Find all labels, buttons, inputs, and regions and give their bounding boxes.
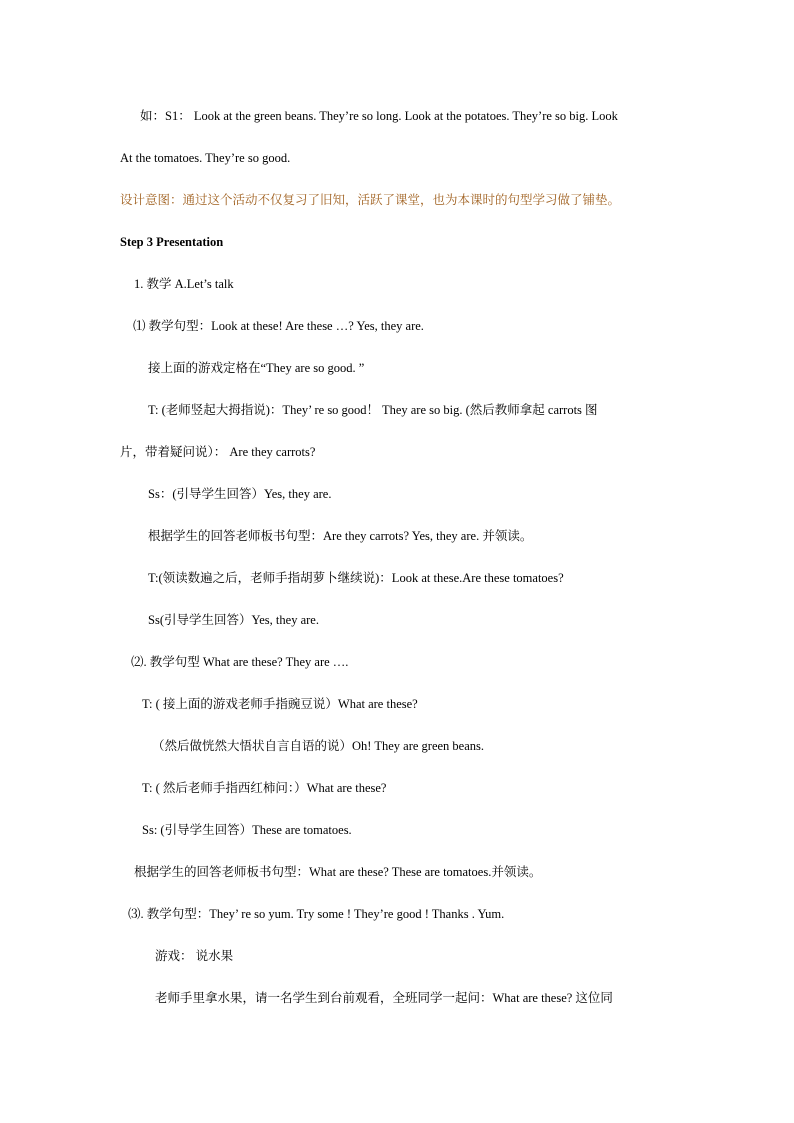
paragraph: Ss(引导学生回答）Yes, they are. bbox=[148, 613, 319, 627]
paragraph: 老师手里拿水果，请一名学生到台前观看，全班同学一起问：What are these? 这位同 bbox=[155, 991, 613, 1005]
item-1: 1. 教学 A.Let’s talk bbox=[134, 277, 234, 291]
paragraph: 接上面的游戏定格在“They are so good. ” bbox=[148, 361, 365, 375]
sub-item-3: ⑶. 教学句型：They’ re so yum. Try some ! They’re good ! Thanks . Yum. bbox=[128, 907, 505, 921]
paragraph: 根据学生的回答老师板书句型：What are these? These are tomatoes.并领读。 bbox=[134, 865, 542, 879]
paragraph: T: (老师竖起大拇指说)：They’ re so good！ They are so big. (然后教师拿起 carrots 图 bbox=[148, 403, 598, 417]
paragraph: 游戏： 说水果 bbox=[155, 949, 234, 963]
example-line-1: 如：S1： Look at the green beans. They’re so long. Look at the potatoes. They’re so big. Look bbox=[140, 109, 618, 123]
design-intent: 设计意图：通过这个活动不仅复习了旧知，活跃了课堂，也为本课时的句型学习做了铺垫。 bbox=[120, 193, 621, 207]
example-line-2: At the tomatoes. They’re so good. bbox=[120, 151, 291, 165]
paragraph: T: ( 接上面的游戏老师手指豌豆说）What are these? bbox=[142, 697, 418, 711]
paragraph: 片，带着疑问说）： Are they carrots? bbox=[120, 445, 316, 459]
sub-item-1: ⑴ 教学句型：Look at these! Are these …? Yes, they are. bbox=[133, 319, 424, 333]
paragraph: 根据学生的回答老师板书句型：Are they carrots? Yes, they are. 并领读。 bbox=[148, 529, 533, 543]
paragraph: T: ( 然后老师手指西红柿问：）What are these? bbox=[142, 781, 387, 795]
paragraph: Ss：(引导学生回答）Yes, they are. bbox=[148, 487, 332, 501]
step-heading: Step 3 Presentation bbox=[120, 235, 224, 249]
paragraph: T:(领读数遍之后，老师手指胡萝卜继续说)：Look at these.Are these tomatoes? bbox=[148, 571, 564, 585]
paragraph: （然后做恍然大悟状自言自语的说）Oh! They are green beans. bbox=[152, 739, 485, 753]
paragraph: Ss: (引导学生回答）These are tomatoes. bbox=[142, 823, 352, 837]
sub-item-2: ⑵. 教学句型 What are these? They are …. bbox=[131, 655, 349, 669]
